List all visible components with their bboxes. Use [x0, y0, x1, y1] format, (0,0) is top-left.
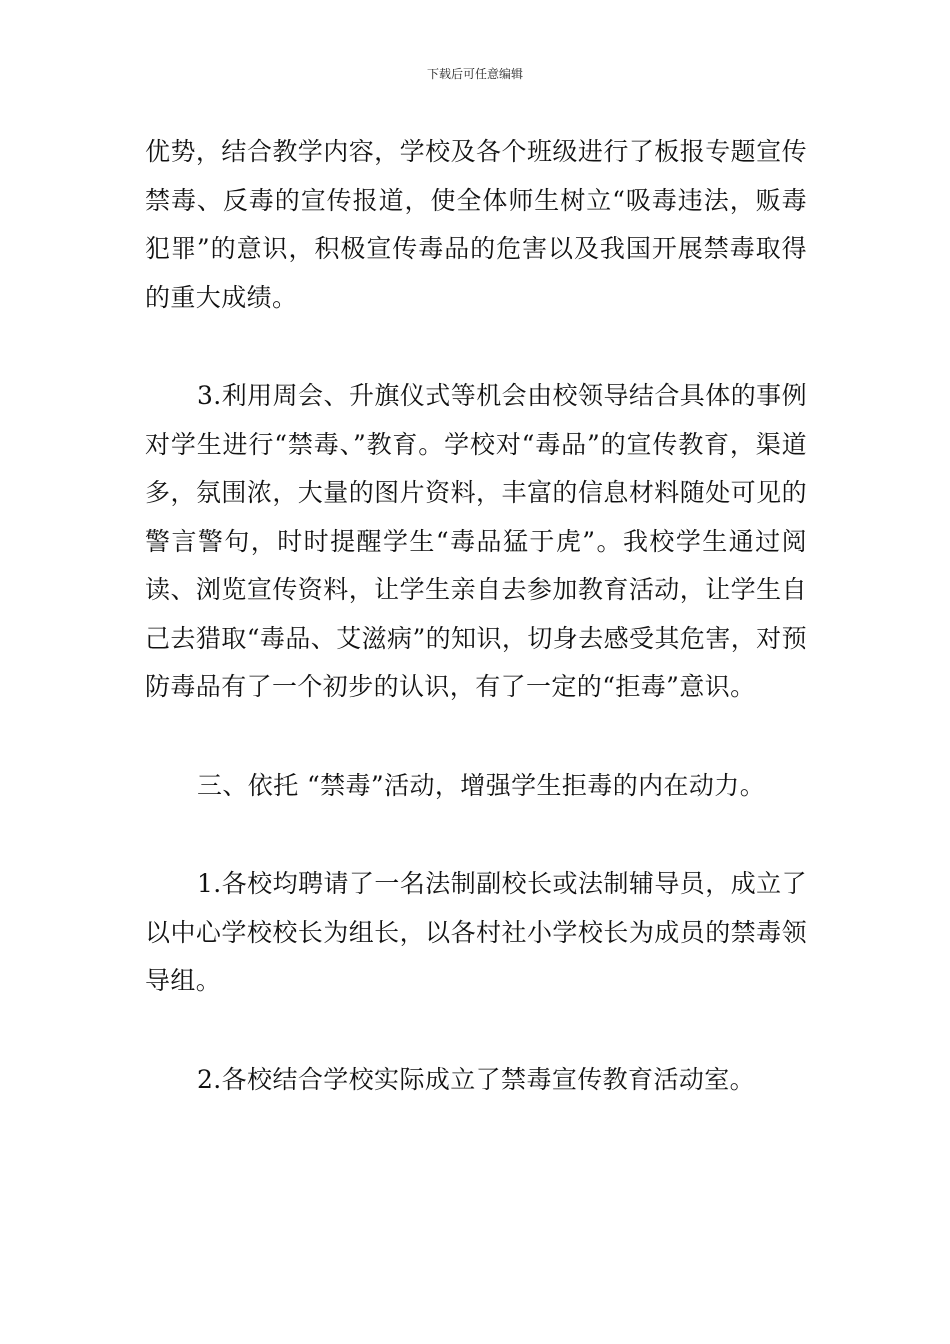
paragraph-item-1: 1.各校均聘请了一名法制副校长或法制辅导员，成立了以中心学校校长为组长，以各村社小学校长为成员的禁毒领导组。: [145, 869, 807, 995]
section-heading-3: 三、依托 “禁毒”活动，增强学生拒毒的内在动力。: [197, 770, 766, 800]
page-header: 下载后可任意编辑: [426, 67, 523, 81]
paragraph-gap: [145, 712, 807, 762]
paragraph-gap: [145, 1006, 807, 1056]
paragraph-continuation: 优势，结合教学内容，学校及各个班级进行了板报专题宣传禁毒、反毒的宣传报道，使全体师生树立“吸毒违法，贩毒犯罪”的意识，积极宣传毒品的危害以及我国开展禁毒取得的重大成绩。: [145, 137, 807, 312]
paragraph-item-2: 2.各校结合学校实际成立了禁毒宣传教育活动室。: [197, 1064, 756, 1094]
paragraph-gap: [145, 810, 807, 860]
paragraph-gap: [145, 322, 807, 372]
paragraph-item-3: 3.利用周会、升旗仪式等机会由校领导结合具体的事例对学生进行“禁毒、”教育。学校对“毒品”的宣传教育，渠道多，氛围浓，大量的图片资料，丰富的信息材料随处可见的警言警句，时时提醒学生“毒品猛于虎”。我校学生通过阅读、浏览宣传资料，让学生亲自去参加教育活动，让学生自己去猎取“毒品、艾滋病”的知识，切身去感受其危害，对预防毒品有了一个初步的认识，有了一定的“拒毒”意识。: [145, 381, 807, 701]
document-body: [145, 128, 807, 1104]
